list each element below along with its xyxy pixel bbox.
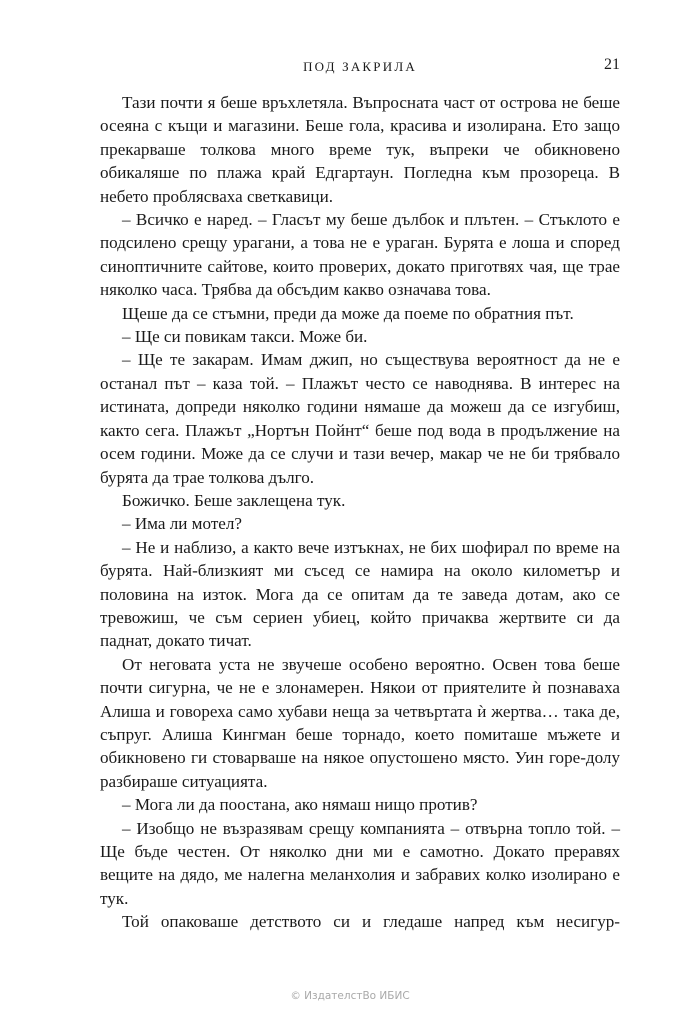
paragraph: Божичко. Беше заклещена тук.	[122, 490, 346, 510]
paragraph: – Всичко е наред. – Гласът му беше дълбок и плътен. – Стъклото е подсилено срещу урагани, а това не е ураган. Бурята е лоша и според синоптичните сайтове, които проверих, докато приготвях чая, ще трае няколко часа. Трябва да обсъдим какво означава това.	[100, 210, 620, 300]
body-text	[100, 91, 620, 934]
paragraph: – Има ли мотел?	[122, 514, 242, 534]
paragraph: От неговата уста не звучеше особено вероятно. Освен това беше почти сигурна, че не е злонамерен. Някои от приятелите ѝ познаваха Алиша и говореха само хубави неща за четвъртата ѝ жертва… така де, съпруг. Алиша Кингман беше торнадо, което помиташе мъжете и обикновено ги стоварваше на някое опустошено място. Уин горе-долу разбираше ситуацията.	[100, 654, 620, 791]
book-title: ПОД ЗАКРИЛА	[303, 59, 417, 74]
page-number: 21	[604, 56, 620, 73]
paragraph: – Ще си повикам такси. Може би.	[122, 327, 368, 347]
publisher-copyright: © ИздателстВо ИБИС	[290, 990, 410, 1002]
paragraph: Тази почти я беше връхлетяла. Въпросната част от острова не беше осеяна с къщи и магазини. Беше гола, красива и изолирана. Ето защо прекарваше толкова много време тук, въпреки че обикновено обикаляше по плажа край Едгартаун. Погледна към прозореца. В небето проблясваха светкавици.	[100, 93, 620, 206]
running-head	[100, 56, 620, 78]
paragraph: – Мога ли да поостана, ако нямаш нищо против?	[122, 795, 478, 815]
paragraph: Щеше да се стъмни, преди да може да поеме по обратния път.	[122, 303, 574, 323]
paragraph: – Ще те закарам. Имам джип, но съществува вероятност да не е останал път – каза той. – Плажът често се наводнява. В интерес на истината, допреди няколко години нямаше да можеш да се изгубиш, както сега. Плажът „Нортън Пойнт“ беше под вода в продължение на осем години. Може да се случи и тази вечер, макар че не би трябвало бурята да трае толкова дълго.	[100, 350, 620, 487]
paragraph: Той опаковаше детството си и гледаше напред към несигур-	[122, 912, 620, 932]
paragraph: – Изобщо не възразявам срещу компанията – отвърна топло той. – Ще бъде честен. От няколко дни ми е самотно. Докато преравях вещите на дядо, ме налегна меланхолия и забравих колко изолирано е тук.	[100, 818, 620, 908]
paragraph: – Не и наблизо, а както вече изтъкнах, не бих шофирал по време на бурята. Най-близкият ми съсед се намира на около километър и половина на изток. Мога да се опитам да те заведа дотам, ако се тревожиш, че съм сериен убиец, който причаква жертвите си да паднат, докато тичат.	[100, 537, 620, 651]
